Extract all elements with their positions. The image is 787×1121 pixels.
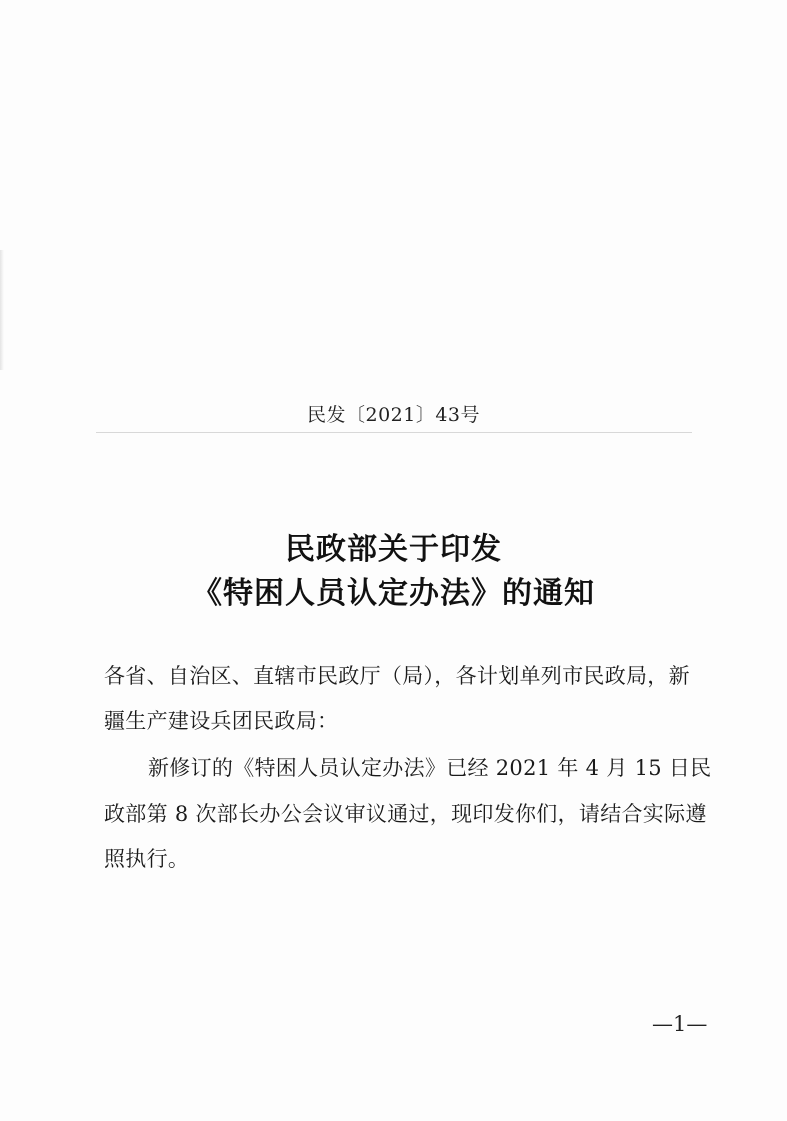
body-line-2: 政部第 8 次部长办公会议审议通过，现印发你们，请结合实际遵: [104, 802, 707, 826]
body-line-3: 照执行。: [104, 847, 190, 871]
body-line-1: 新修订的《特困人员认定办法》已经 2021 年 4 月 15 日民: [148, 756, 712, 780]
addressee-line-1: 各省、自治区、直辖市民政厅（局），各计划单列市民政局，新: [104, 664, 690, 688]
addressee-line-2: 疆生产建设兵团民政局：: [104, 709, 339, 733]
title-line-2: 《特困人员认定办法》的通知: [192, 576, 595, 611]
header-divider: [96, 432, 692, 433]
scan-edge-shadow: [0, 250, 4, 370]
document-number: 民发〔2021〕43号: [306, 404, 481, 426]
title-line-1: 民政部关于印发: [285, 532, 502, 567]
page-number: —1—: [652, 1012, 708, 1036]
